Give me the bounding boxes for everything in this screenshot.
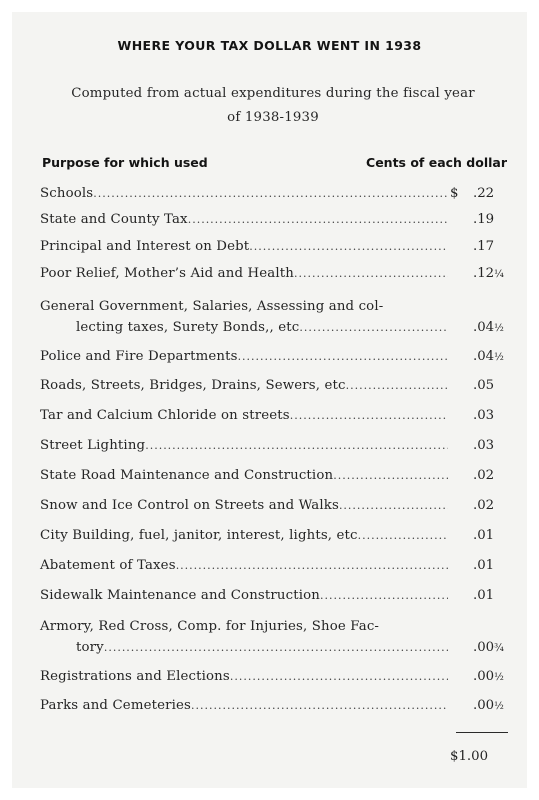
total-rule [456, 732, 508, 733]
row-value: .01 [473, 528, 495, 543]
row-value: .00¾ [473, 640, 504, 655]
leader-dots [176, 554, 448, 578]
row-value: .01 [473, 558, 495, 573]
table-row [40, 665, 510, 689]
leader-dots [93, 182, 448, 206]
table-row [40, 524, 510, 548]
row-label: Principal and Interest on Debt [40, 239, 250, 254]
document-page [12, 12, 527, 788]
currency-symbol: $ [450, 186, 459, 201]
leader-dots [188, 208, 448, 232]
leader-dots [238, 345, 448, 369]
row-label: City Building, fuel, janitor, interest, lights, etc [40, 528, 358, 543]
row-label: State and County Tax [40, 212, 188, 227]
row-value: .02 [473, 498, 495, 513]
leader-dots [333, 464, 448, 488]
subtitle [38, 82, 508, 130]
column-header-purpose: Purpose for which used [42, 155, 208, 170]
row-label: lecting taxes, Surety Bonds,, etc [76, 320, 300, 335]
row-label: Poor Relief, Mother’s Aid and Health [40, 266, 294, 281]
subtitle-line-1: Computed from actual expenditures during the fiscal year [71, 86, 475, 101]
table-row [40, 182, 510, 206]
leader-dots [299, 316, 448, 340]
row-label: Tar and Calcium Chloride on streets [40, 408, 290, 423]
row-value: .02 [473, 468, 495, 483]
table-row [40, 404, 510, 428]
leader-dots [320, 584, 448, 608]
leader-dots [104, 636, 448, 660]
leader-dots [145, 434, 448, 458]
row-label: General Government, Salaries, Assessing and col- [40, 299, 384, 314]
row-label: Abatement of Taxes [40, 558, 176, 573]
row-value: .00½ [473, 669, 504, 684]
table-row [40, 262, 510, 286]
leader-dots [230, 665, 448, 689]
table-row [40, 434, 510, 458]
table-row [40, 345, 510, 369]
row-value: .04½ [473, 320, 504, 335]
row-value: .05 [473, 378, 495, 393]
table-row [40, 208, 510, 232]
row-value: .19 [473, 212, 495, 227]
row-label: Police and Fire Departments [40, 349, 238, 364]
leader-dots [339, 494, 448, 518]
table-row [40, 584, 510, 608]
row-value: .03 [473, 408, 495, 423]
row-label: Roads, Streets, Bridges, Drains, Sewers, etc [40, 378, 346, 393]
row-value: .17 [473, 239, 495, 254]
row-label: Sidewalk Maintenance and Construction [40, 588, 320, 603]
row-value: .22 [473, 186, 495, 201]
row-value: .01 [473, 588, 495, 603]
row-label: tory [76, 640, 104, 655]
row-value: .12¼ [473, 266, 504, 281]
row-label: Schools [40, 186, 94, 201]
row-value: .04½ [473, 349, 504, 364]
table-row [40, 374, 510, 398]
table-row [40, 494, 510, 518]
subtitle-line-2: of 1938-1939 [227, 110, 319, 125]
leader-dots [249, 235, 448, 259]
row-label: State Road Maintenance and Construction [40, 468, 334, 483]
table-row [40, 316, 510, 340]
column-header-cents: Cents of each dollar [366, 155, 507, 170]
leader-dots [191, 694, 448, 718]
row-label: Parks and Cemeteries [40, 698, 192, 713]
leader-dots [294, 262, 448, 286]
row-label: Snow and Ice Control on Streets and Walks [40, 498, 339, 513]
row-label: Street Lighting [40, 438, 146, 453]
table-row [40, 554, 510, 578]
leader-dots [346, 374, 448, 398]
table-row [40, 636, 510, 660]
table-row [40, 464, 510, 488]
row-label: Registrations and Elections [40, 669, 230, 684]
leader-dots [358, 524, 448, 548]
table-row [40, 694, 510, 718]
table-row [40, 235, 510, 259]
total-value: $1.00 [450, 749, 489, 764]
row-label: Armory, Red Cross, Comp. for Injuries, Shoe Fac- [40, 619, 380, 634]
page-title: WHERE YOUR TAX DOLLAR WENT IN 1938 [117, 38, 422, 53]
leader-dots [290, 404, 448, 428]
row-value: .00½ [473, 698, 504, 713]
row-value: .03 [473, 438, 495, 453]
